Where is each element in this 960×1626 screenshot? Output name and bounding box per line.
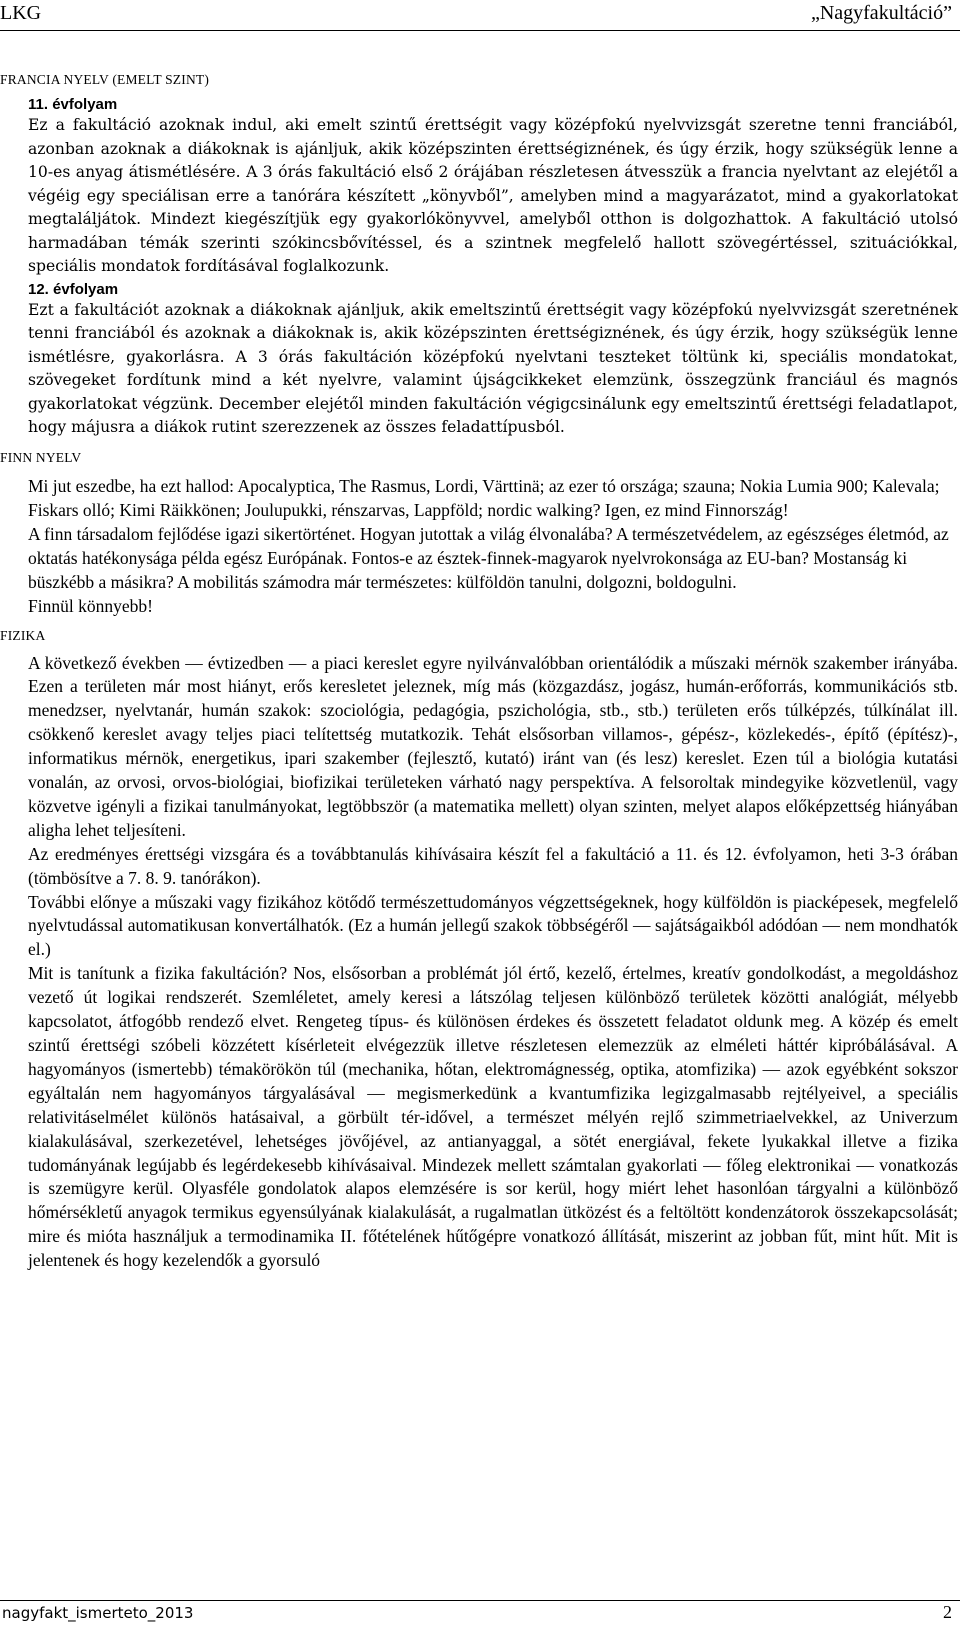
paragraph-francia-12: Ezt a fakultációt azoknak a diákoknak ajánljuk, akik emeltszintű érettségit vagy középfokú nyelvvizsgát szeretnének tenni franciából és azoknak a diákoknak is, akik középszinten érettségiznének, és úgy érzik, hogy szükségük lenne ismétlésre, gyakorlásra. A 3 órás fakultáción középfokú nyelvtani teszteket töltünk ki, speciális mondatokat, szövegeket fordítunk mind a két nyelvre, valamint újságcikkeket elemzünk, összegzünk franciául és magnós gyakorlatokat végzünk. December elejétől minden fakultáción végigcsinálunk egy emeltszintű érettségi feladatlapot, hogy májusra a diákok rutint szerezzenek az összes feladattípusból. <box>28 300 958 436</box>
page-number: 2 <box>943 1602 952 1622</box>
page-content <box>0 62 958 1273</box>
page-footer <box>0 1600 960 1622</box>
section-label-fizika: FIZIKA <box>0 627 46 643</box>
header-divider <box>0 30 960 31</box>
section-label-finn: FINN NYELV <box>0 449 82 465</box>
section-label-francia: FRANCIA NYELV (EMELT SZINT) <box>0 72 210 87</box>
paragraph-fizika-1: A következő években — évtizedben — a piaci kereslet egyre nyilvánvalóbban orientálódik a műszaki mérnök szakember irányába. Ezen a területen már most hiányt, erős keresletet jeleznek, míg más (közgazdász, jogász, humán-erőforrás, kommunikációs stb. menedzser, nyelvtanár, humán szakok: szociológia, pedagógia, pszichológia, stb., stb.) területen erős túlképzés, túlkínálat ill. csökkenő kereslet avagy teljes piaci telítettség mutatkozik. Tehát elsősorban villamos-, gépész-, közlekedés-, építő (építész)-, informatikus mérnök, energetikus, ipari szakember (fejlesztő, kutató) iránt van (és lesz) kereslet. Ezen túl a biológia kutatási vonalán, az orvosi, orvos-biológiai, biofizikai területeken várható nagy perspektíva. A felsoroltak mindegyike közvetlenül, vagy közvetve igényli a fizikai tanulmányokat, legtöbbször (a matematika mellett) olyan szinten, melyet alapos előképzettség hiányában aligha lehet teljesíteni. <box>28 652 958 840</box>
paragraph-finn-2: A finn társadalom fejlődése igazi sikertörténet. Hogyan jutottak a világ élvonalába? A természetvédelem, az egészséges életmód, az oktatás hatékonysága példa egész Európának. Fontos-e az észtek-finnek-magyarok nyelvrokonsága az EU-ban? Mostanság ki büszkébb a másikra? A mobilitás számodra már természetes: külföldön tanulni, dolgozni, boldogulni. <box>28 523 949 592</box>
year-heading-12: 12. évfolyam <box>28 280 119 298</box>
paragraph-francia-11: Ez a fakultáció azoknak indul, aki emelt szintű érettségit vagy középfokú nyelvvizsgát szeretne tenni franciából, azonban azoknak a diákoknak is ajánljuk, akik középszinten érettségiznének, és úgy érzik, hogy szükségük lenne a 10-es anyag átismétlésére. A 3 órás fakultáció első 2 órájában részletesen átvesszük a francia nyelvtant az elejétől a végéig egy speciálisan erre a tanórára készített „könyvből”, amelyben mind a magyarázatot, mind a gyakorlatokat megtaláljátok. Mindezt kiegészítjük egy gyakorlókönyvvel, amelyből otthon is dolgozhattok. A fakultáció utolsó harmadában témák szerinti szókincsbővítéssel, és a szintnek megfelelő hallott szövegértéssel, szituációkkal, speciális mondatok fordításával foglalkozunk. <box>28 116 958 275</box>
section-francia <box>0 72 958 440</box>
year-heading-11: 11. évfolyam <box>28 96 118 113</box>
paragraph-finn-1: Mi jut eszedbe, ha ezt hallod: Apocalyptica, The Rasmus, Lordi, Värttinä; az ezer tó országa; szauna; Nokia Lumia 900; Kalevala; Fiskars olló; Kimi Räikkönen; Joulupukki, rénszarvas, Lappföld; nordic walking? Igen, ez mind Finnország! <box>28 475 940 520</box>
paragraph-finn-3: Finnül könnyebb! <box>28 595 153 616</box>
page-header <box>0 2 960 28</box>
section-finn <box>0 449 958 618</box>
header-title: „Nagyfakultáció” <box>810 2 952 24</box>
paragraph-fizika-3: További előnye a műszaki vagy fizikához kötődő természettudományos végzettségeknek, hogy külföldön is piacképesek, megfelelő nyelvtudással automatikusan konvertálhatók. (Ez a humán jellegű szakok többségéről — sajátságaikból adódóan — nem mondhatók el.) <box>28 891 958 960</box>
header-school-code: LKG <box>0 2 42 24</box>
section-fizika <box>0 627 958 1274</box>
footer-divider <box>0 1600 960 1601</box>
footer-filename: nagyfakt_ismerteto_2013 <box>2 1604 194 1622</box>
paragraph-fizika-4: Mit is tanítunk a fizika fakultáción? Nos, elsősorban a problémát jól értő, kezelő, értelmes, kreatív gondolkodást, a megoldáshoz vezető út logikai rendszerét. Szemléletet, amely keresi a látszólag teljesen különböző területek közötti analógiát, mélyebb kapcsolatot, átfogóbb rendező elvet. Rengeteg típus- és különösen érdekes és összetett feladatot oldunk meg. A közép és emelt szintű érettségi szóbeli közzétett kísérleteit elvégezzük illetve részletesen elemezzük az elméleti háttér kipróbálásával. A hagyományos (ismertebb) témakörökön túl (mechanika, hőtan, elektromágnesség, optika, atomfizika) — azok egyébként sokszor egyáltalán nem hagyományos tárgyalásával — megismerkedünk a kvantumfizika legizgalmasabb rejtélyeivel, a speciális relativitáselmélet különös hatásaival, a görbült tér-idővel, a természet mélyén rejlő szimmetriaelvekkel, az Univerzum kialakulásával, szerkezetével, lehetséges jövőjével, az antianyaggal, a sötét energiával, fekete lyukakkal illetve a fizika tudományának legújabb és legérdekesebb kihívásaival. Mindezek mellett számtalan gyakorlati — főleg elektronikai — vonatkozás is szemügyre kerül. Olyasféle gondolatok alapos elemzésére is sor kerül, hogy miért lehet hasonlóan tárgyalni a különböző hőmérsékletű anyagok termikus egyensúlyának kialakulását, a rugalmatlan ütközést és a feltöltött kondenzátorok összekapcsolását; mire és mióta használjuk a termodinamika II. főtételének hűtőgépre vonatkozó állítását, miszerint az jobban fűt, mint hűt. Mit is jelentenek és hogy kezelendők a gyorsuló <box>28 963 958 1271</box>
paragraph-fizika-2: Az eredményes érettségi vizsgára és a továbbtanulás kihívásaira készít fel a fakultáció a 11. és 12. évfolyamon, heti 3-3 órában (tömbösítve a 7. 8. 9. tanórákon). <box>28 843 958 888</box>
